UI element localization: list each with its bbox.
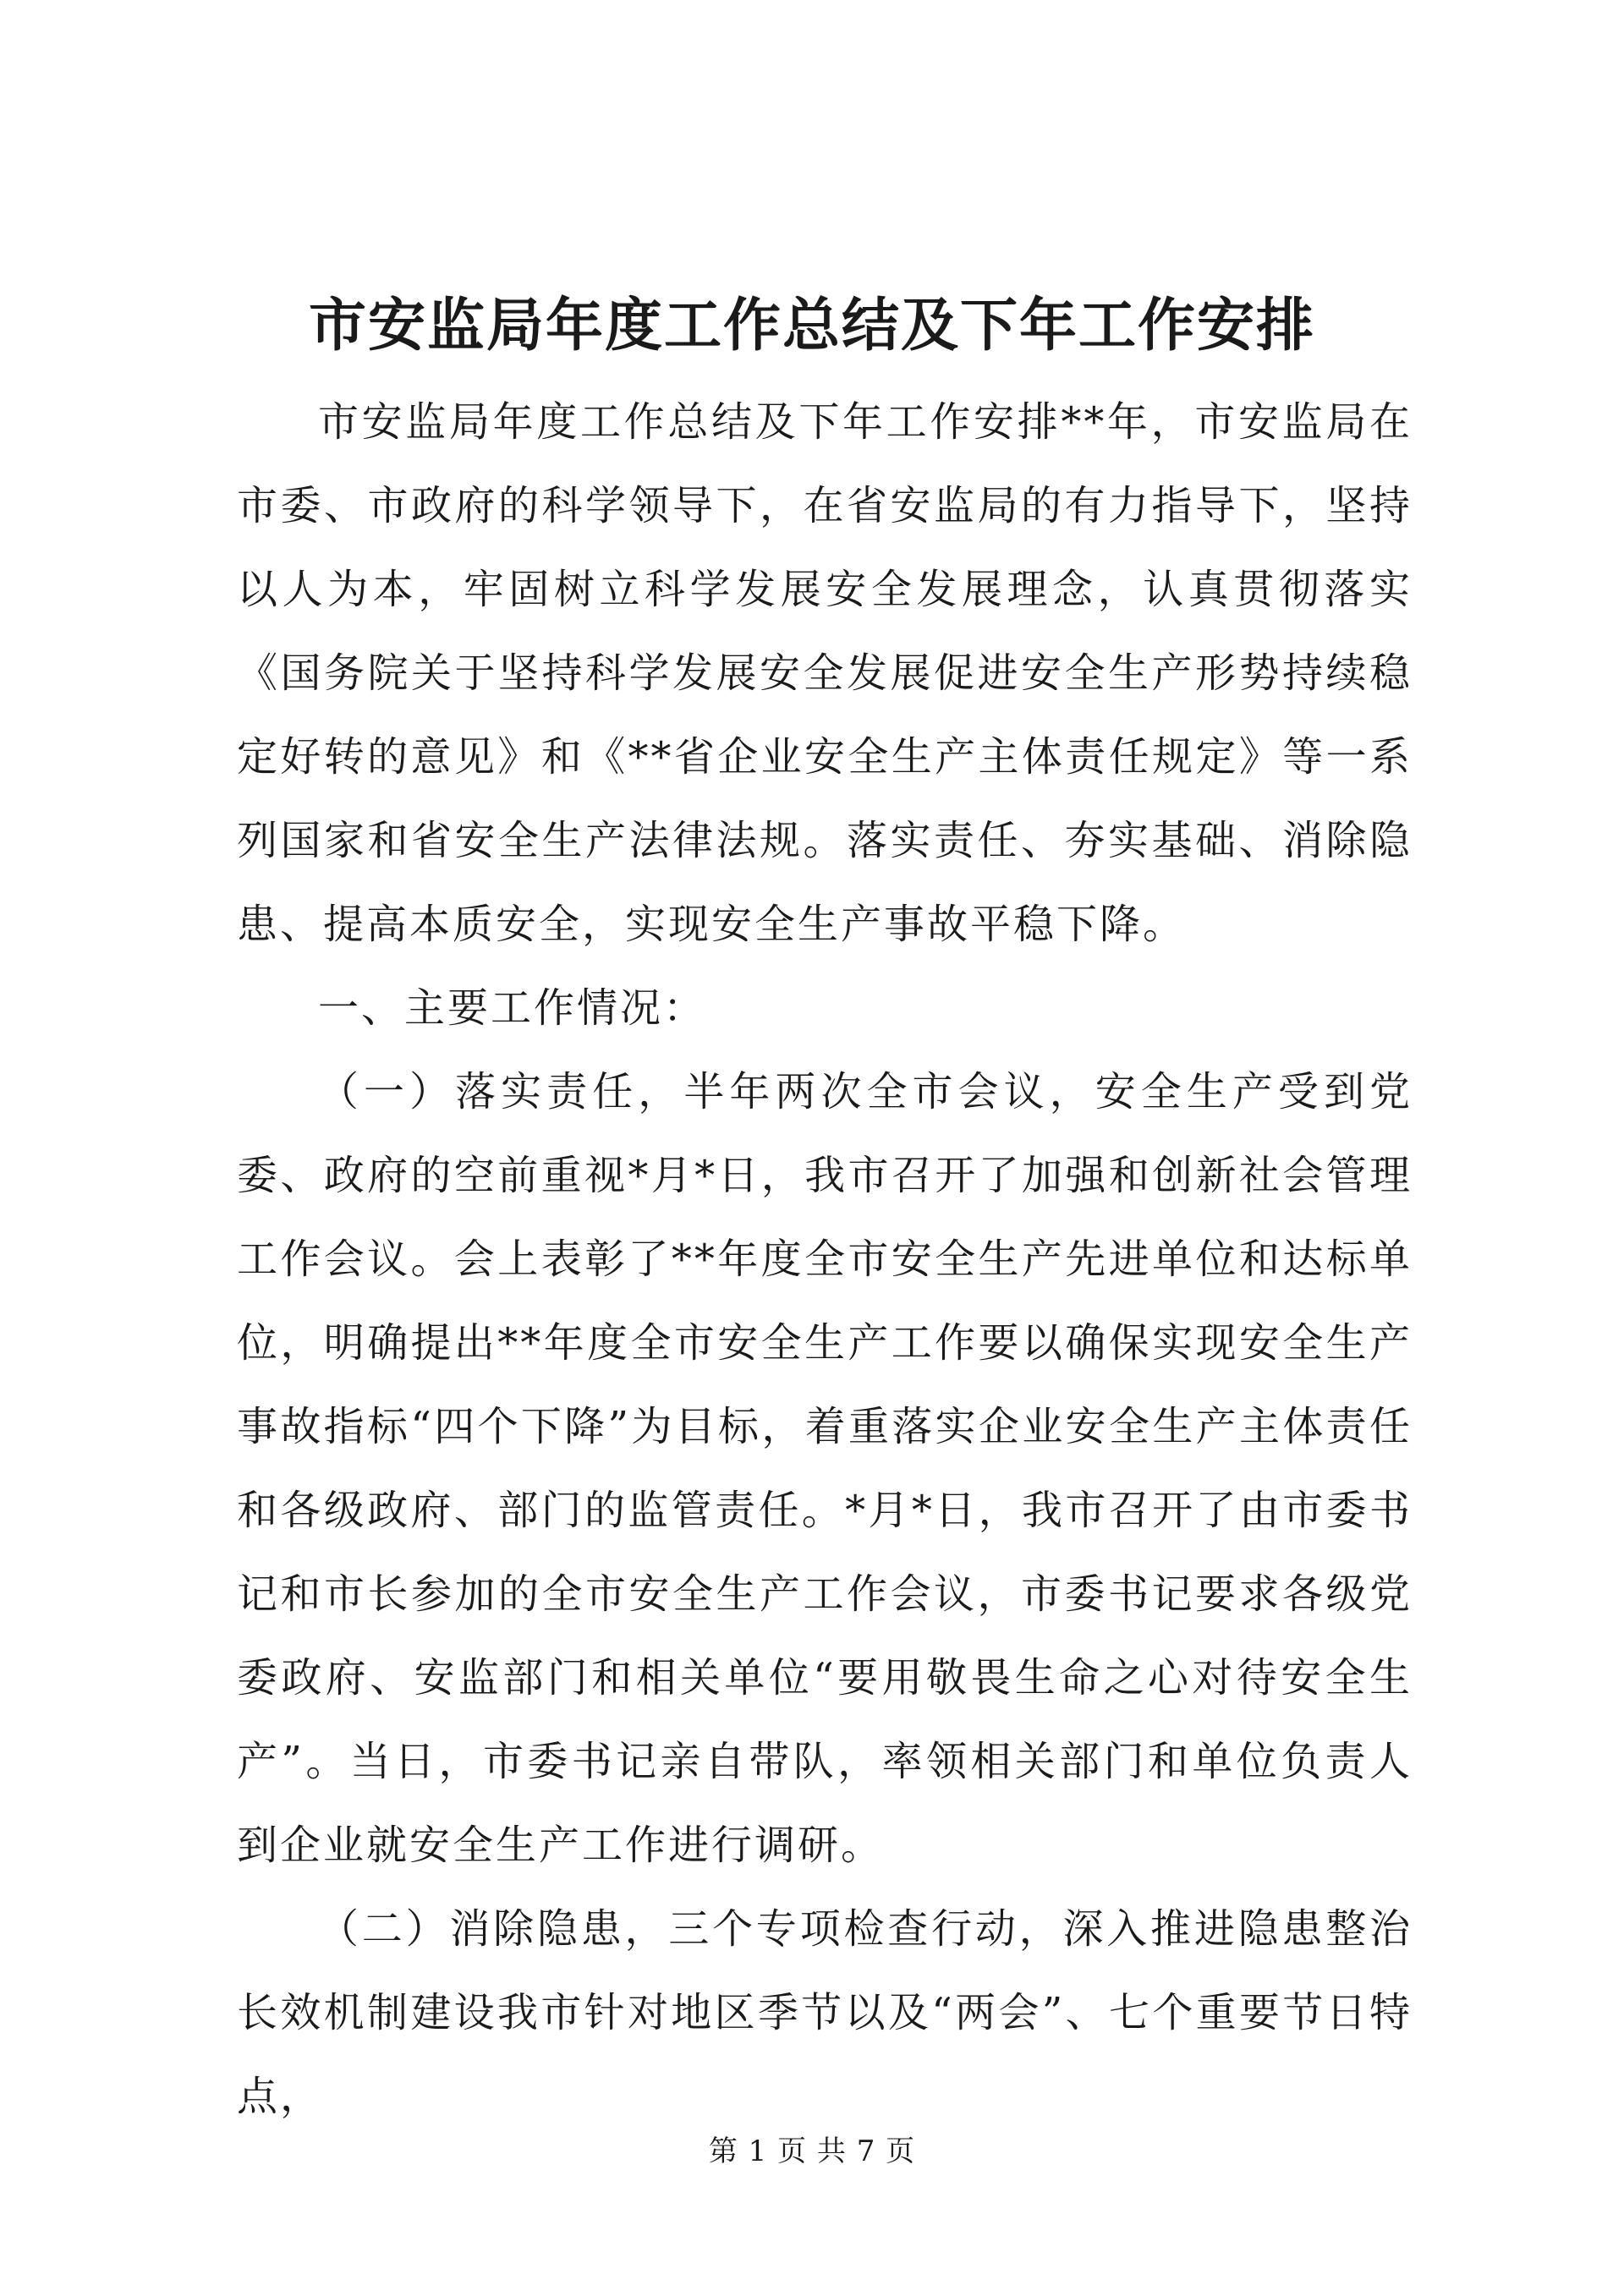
document-title: 市安监局年度工作总结及下年工作安排	[308, 292, 1315, 359]
document-body	[237, 381, 1413, 2139]
page-indicator: 第 1 页 共 7 页	[708, 2134, 916, 2168]
paragraph-section-2: （二）消除隐患，三个专项检查行动，深入推进隐患整治长效机制建设我市针对地区季节以及“两会”、七个重要节日特点，	[237, 1905, 1413, 2120]
paragraph-section-1: （一）落实责任，半年两次全市会议，安全生产受到党委、政府的空前重视*月*日，我市召开了加强和创新社会管理工作会议。会上表彰了**年度全市安全生产先进单位和达标单位，明确提出**年度全市安全生产工作要以确保实现安全生产事故指标“四个下降”为目标，着重落实企业安全生产主体责任和各级政府、部门的监管责任。*月*日，我市召开了由市委书记和市长参加的全市安全生产工作会议，市委书记要求各级党委政府、安监部门和相关单位“要用敬畏生命之心对待安全生产”。当日，市委书记亲自带队，率领相关部门和单位负责人到企业就安全生产工作进行调研。	[237, 1068, 1413, 1869]
section-heading-main-work: 一、主要工作情况：	[318, 984, 707, 1032]
paragraph-intro: 市安监局年度工作总结及下年工作安排**年，市安监局在市委、市政府的科学领导下，在省安监局的有力指导下，坚持以人为本，牢固树立科学发展安全发展理念，认真贯彻落实《国务院关于坚持科学发展安全发展促进安全生产形势持续稳定好转的意见》和《**省企业安全生产主体责任规定》等一系列国家和省安全生产法律法规。落实责任、夯实基础、消除隐患、提高本质安全，实现安全生产事故平稳下降。	[237, 398, 1413, 948]
